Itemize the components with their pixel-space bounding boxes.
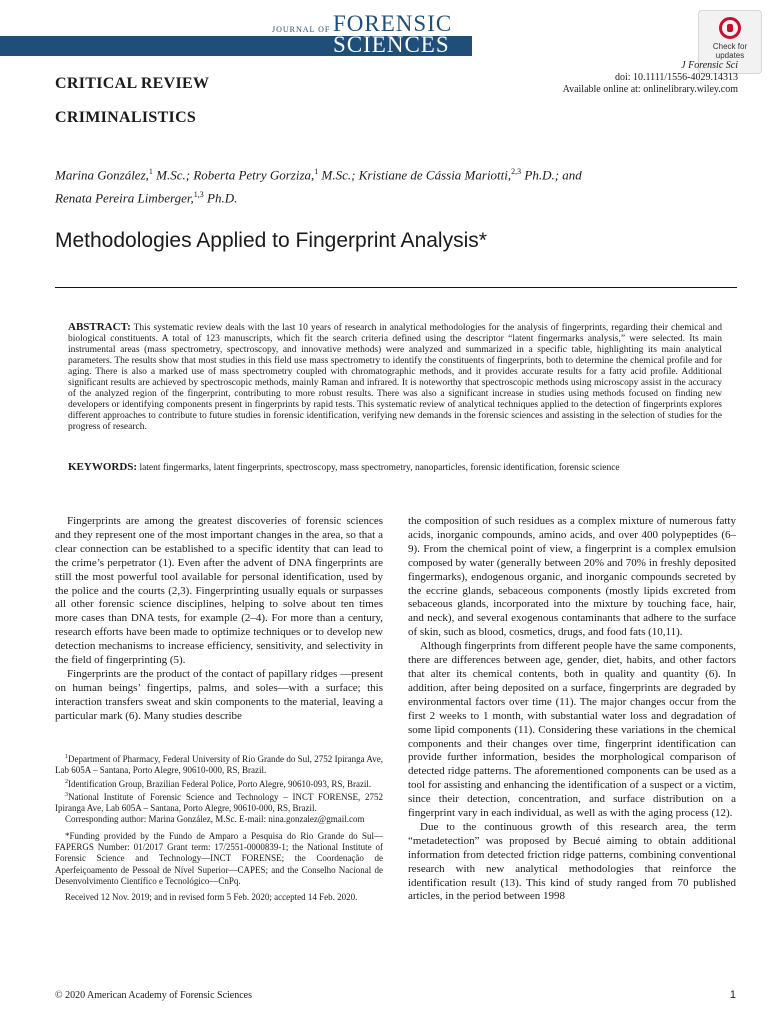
footnote-affiliation: $^3$National Institute of Forensic Science and Technology – INCT FORENSE, 2752 Ipiranga Ave, Lab 605A – Santana, Porto Alegre, 90610-000, RS, Brazil.	[55, 791, 383, 814]
author-list	[55, 162, 725, 209]
doi[interactable]: doi: 10.1111/1556-4029.14313	[614, 72, 738, 83]
body-column-right	[408, 515, 736, 904]
footnote-funding: *Funding provided by the Fundo de Amparo a Pesquisa do Rio Grande do Sul—FAPERGS Number: 01/2017 Grant term: 17/2551-0000839-1; the National Institute of Forensic Science and Technology—INCT FORENSE; the Coordenação de Aperfeiçoamento de Pessoal de Nível Superior—CAPES; and the Conselho Nacional de Desenvolvimento Científico e Tecnológico—CnPq.	[55, 830, 383, 886]
abstract-text: This systematic review deals with the last 10 years of research in analytical methodologies for the analysis of fingerprints, regarding their chemical and biological constituents. A total of 123 manuscripts, which fit the search criteria defined using the descriptor “latent fingermarks analysis,” were selected. Its main instrumental areas (mass spectrometry, spectroscopy, and innovative methods) were analyzed and summarized in a specific table, highlighting its main analytical parameters. The results show that most studies in this field use mass spectrometry to identify the constituents of fingerprints, both to determine the chemical profile and for aging. There is also a marked use of mass spectrometry coupled with chromatographic methods, and it provides accurate results for a fatty acid profile. Additional significant results are achieved by spectroscopic methods, mainly Raman and infrared. It is noteworthy that spectroscopic methods using microscopy assist in the accuracy of the analyzed region of the fingerprint, contributing to more robust results. There was also a significant increase in studies using methods focused on finding new developers or identifying components present in fingerprints by rapid tests. This systematic review of analytical techniques applied to the detection of fingerprints explores different approaches to contribute to future studies in forensic identification, verifying new demands in the forensic sciences and assisting in the selection of studies for the progress of research.	[68, 323, 722, 432]
article-type: CRITICAL REVIEW	[55, 75, 210, 92]
author-degree: M.Sc.;	[152, 167, 194, 183]
journal-logo-sciences: SCIENCES	[333, 32, 450, 57]
author-degree: M.Sc.;	[318, 167, 359, 183]
page-number: 1	[729, 989, 736, 1001]
author-affiliation: 1	[148, 167, 153, 176]
crossmark-icon	[719, 17, 741, 39]
copyright: © 2020 American Academy of Forensic Sciences	[55, 990, 252, 1001]
subject-heading: CRIMINALISTICS	[55, 109, 197, 126]
abstract	[68, 322, 722, 433]
body-paragraph: Although fingerprints from different people have the same components, there are differences between age, gender, diet, habits, and other factors that alter its chemical contents, both in quality and quantity (6). In addition, after being deposited on a surface, fingerprints are degraded by environmental factors over time (11). The major changes occur from the first 2 weeks to 1 month, with substantial water loss and degradation of some lipid components (11). Considering these variations in the chemical components and their changes over time, fingerprint identification can provide further information, besides the morphological comparison of detected ridge patterns. The aforementioned components can be used as a tool for assisting and enhancing the identification of a suspect or a victim, since their detection, concentration, and surface distribution on a fingerprint vary in each individual, as well as with the aging process (12).	[408, 640, 736, 820]
abstract-label: ABSTRACT:	[68, 321, 131, 333]
keywords	[68, 461, 738, 474]
journal-of-label: JOURNAL OF	[272, 25, 331, 34]
footnote-received: Received 12 Nov. 2019; and in revised form 5 Feb. 2020; accepted 14 Feb. 2020.	[65, 892, 358, 903]
body-paragraph: Fingerprints are the product of the contact of papillary ridges —present on human beings’ fingertips, palms, and soles—with a surface; this interaction transfers sweat and skin components to the material, leaving a particular mark (6). Many studies describe	[55, 667, 383, 722]
availability-note: Available online at: onlinelibrary.wiley.com	[562, 84, 738, 95]
author-name: Roberta Petry Gorziza,	[193, 167, 315, 183]
body-paragraph: Fingerprints are among the greatest discoveries of forensic sciences and they represent one of the most important changes in the area, so that a clear connection can be established to a specific identity that can lead to the crime’s perpetrator (1). Even after the advent of DNA fingerprints are still the most powerful tool available for personal identification, used by the police and the courts (2,3). Fingerprinting usually equals or surpasses all other forensic science disciplines, helping to solve about ten times more cases than DNA tests, for example (2–4). For more than a century, research efforts have been made to optimize techniques or to develop new detection mechanisms to increase efficiency, sensitivity, and selectivity in the field of fingerprinting (5).	[55, 515, 383, 667]
author-degree: Ph.D.	[203, 190, 238, 206]
journal-name: J Forensic Sci	[681, 60, 738, 71]
body-paragraph: the composition of such residues as a complex mixture of numerous fatty acids, inorganic compounds, amino acids, and over 400 polypeptides (6–9). From the chemical point of view, a fingerprint is a complex emulsion composed by water (generally between 20% and 70% in freshly deposited fingermarks), endogenous organic, and inorganic compounds secreted by the eccrine glands, sebaceous components (mostly lipids excreted from sebaceous glands, incorporated into the mixture by touching face, hair, and neck), and several exogenous contaminants that adhere to the surface of skin, such as blood, cosmetics, drugs, and food fats (10,11).	[408, 515, 736, 639]
journal-info	[563, 60, 738, 96]
author-name: Marina González,	[55, 167, 149, 183]
journal-logo-forensic: FORENSIC	[333, 11, 453, 36]
footnotes	[55, 752, 383, 904]
body-paragraph: Due to the continuous growth of this research area, the term “metadetection” was proposed by Becué aiming to obtain additional information from detected friction ridge patterns, combining conventional research with new analytical methodologies that reinforce the identification result (13). This kind of study ranged from 70 published articles, in the period between 1998	[408, 820, 736, 903]
keywords-label: KEYWORDS:	[68, 461, 138, 473]
footnote-affiliation: $^1$Department of Pharmacy, Federal University of Rio Grande do Sul, 2752 Ipiranga Ave, Lab 605A – Santana, Porto Alegre, 90610-000, RS, Brazil.	[55, 754, 383, 776]
author-affiliation: 2,3	[511, 167, 522, 176]
check-updates-label: Check for updates	[712, 42, 748, 60]
author-affiliation: 1,3	[193, 190, 204, 200]
title-divider	[55, 287, 737, 288]
keywords-text: latent fingermarks, latent fingerprints, spectroscopy, mass spectrometry, nanoparticles, forensic identification, forensic science	[139, 463, 620, 473]
author-name: Kristiane de Cássia Mariotti,	[358, 167, 512, 183]
author-name: Renata Pereira Limberger,	[55, 190, 194, 206]
article-title: Methodologies Applied to Fingerprint Analysis*	[55, 229, 487, 252]
author-affiliation: 1	[314, 167, 319, 176]
footnote-corresponding: Corresponding author: Marina González, M.Sc. E-mail: nina.gonzalez@gmail.com	[65, 814, 365, 825]
footnote-affiliation: $^2$Identification Group, Brazilian Federal Police, Porto Alegre, 90610-093, RS, Brazil.	[65, 778, 372, 789]
body-column-left	[55, 515, 383, 724]
author-degree: Ph.D.; and	[521, 167, 582, 183]
